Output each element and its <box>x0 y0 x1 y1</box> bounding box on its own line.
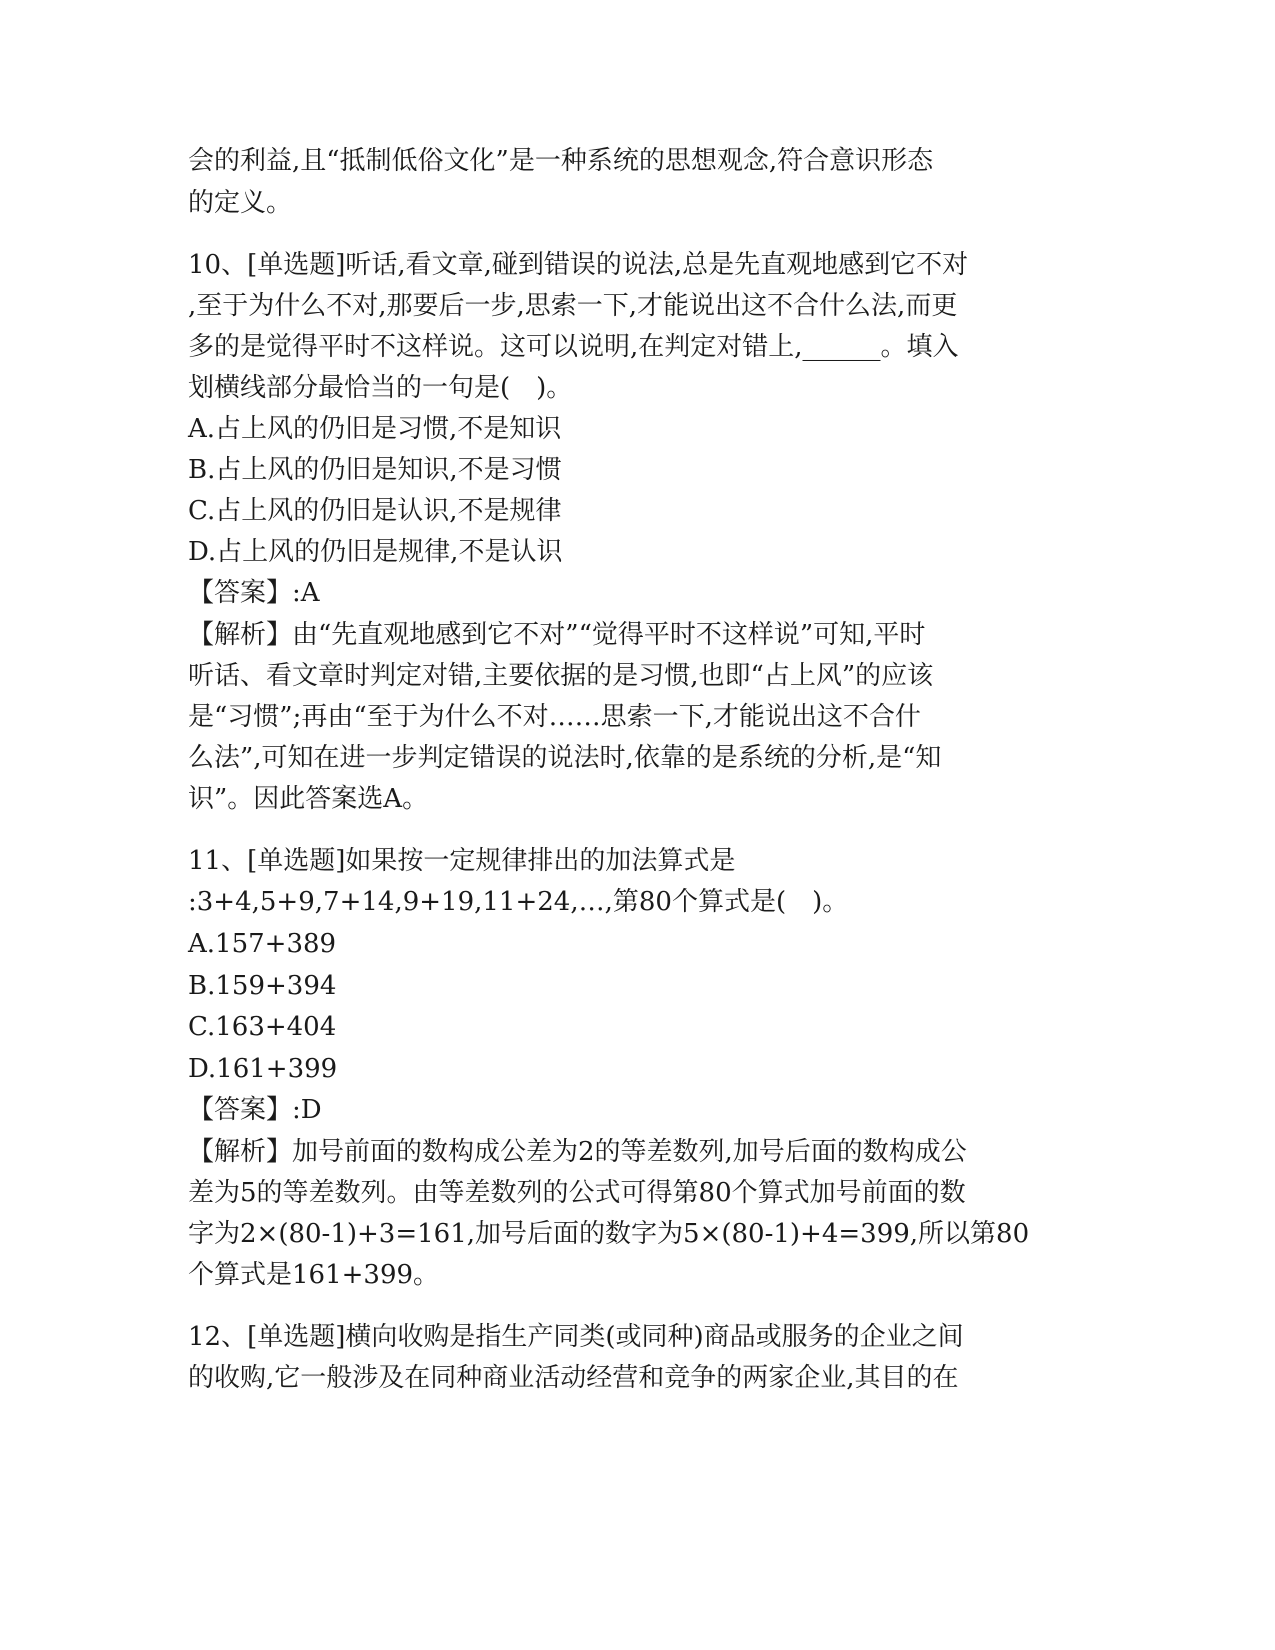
question-10-analysis: 【解析】由“先直观地感到它不对”“觉得平时不这样说”可知,平时 <box>188 620 926 650</box>
question-11-stem: :3+4,5+9,7+14,9+19,11+24,…,第80个算式是( )。 <box>188 887 849 917</box>
question-10-stem: 10、[单选题]听话,看文章,碰到错误的说法,总是先直观地感到它不对 <box>188 250 969 280</box>
question-10-option-d: D.占上风的仍旧是规律,不是认识 <box>188 537 563 567</box>
question-10-stem: 划横线部分最恰当的一句是( )。 <box>188 373 573 403</box>
question-11-stem: 11、[单选题]如果按一定规律排出的加法算式是 <box>188 846 736 876</box>
question-10-answer: 【答案】:A <box>188 578 320 608</box>
question-10-analysis: 听话、看文章时判定对错,主要依据的是习惯,也即“占上风”的应该 <box>188 661 934 691</box>
question-10-stem: ,至于为什么不对,那要后一步,思索一下,才能说出这不合什么法,而更 <box>188 291 958 321</box>
question-10-option-a: A.占上风的仍旧是习惯,不是知识 <box>188 414 562 444</box>
question-11-option-c: C.163+404 <box>188 1012 337 1042</box>
question-11-answer: 【答案】:D <box>188 1095 322 1125</box>
question-10-analysis: 么法”,可知在进一步判定错误的说法时,依靠的是系统的分析,是“知 <box>188 743 942 773</box>
question-11-option-a: A.157+389 <box>188 929 337 959</box>
continuation-line: 会的利益,且“抵制低俗文化”是一种系统的思想观念,符合意识形态 <box>188 146 934 176</box>
question-10-analysis: 是“习惯”;再由“至于为什么不对……思索一下,才能说出这不合什 <box>188 702 921 732</box>
question-11-analysis: 差为5的等差数列。由等差数列的公式可得第80个算式加号前面的数 <box>188 1178 966 1208</box>
question-12-stem: 的收购,它一般涉及在同种商业活动经营和竞争的两家企业,其目的在 <box>188 1363 959 1393</box>
question-10-option-b: B.占上风的仍旧是知识,不是习惯 <box>188 455 562 485</box>
question-11-option-b: B.159+394 <box>188 971 337 1001</box>
question-10-analysis: 识”。因此答案选A。 <box>188 784 429 814</box>
question-10-stem: 多的是觉得平时不这样说。这可以说明,在判定对错上,______。填入 <box>188 332 959 362</box>
question-11-option-d: D.161+399 <box>188 1054 338 1084</box>
question-12-stem: 12、[单选题]横向收购是指生产同类(或同种)商品或服务的企业之间 <box>188 1322 964 1352</box>
continuation-line: 的定义。 <box>188 188 293 218</box>
question-11-analysis: 字为2×(80-1)+3=161,加号后面的数字为5×(80-1)+4=399,所以第80 <box>188 1219 1030 1249</box>
question-10-option-c: C.占上风的仍旧是认识,不是规律 <box>188 496 562 526</box>
question-11-analysis: 个算式是161+399。 <box>188 1260 440 1290</box>
question-11-analysis: 【解析】加号前面的数构成公差为2的等差数列,加号后面的数构成公 <box>188 1137 967 1167</box>
